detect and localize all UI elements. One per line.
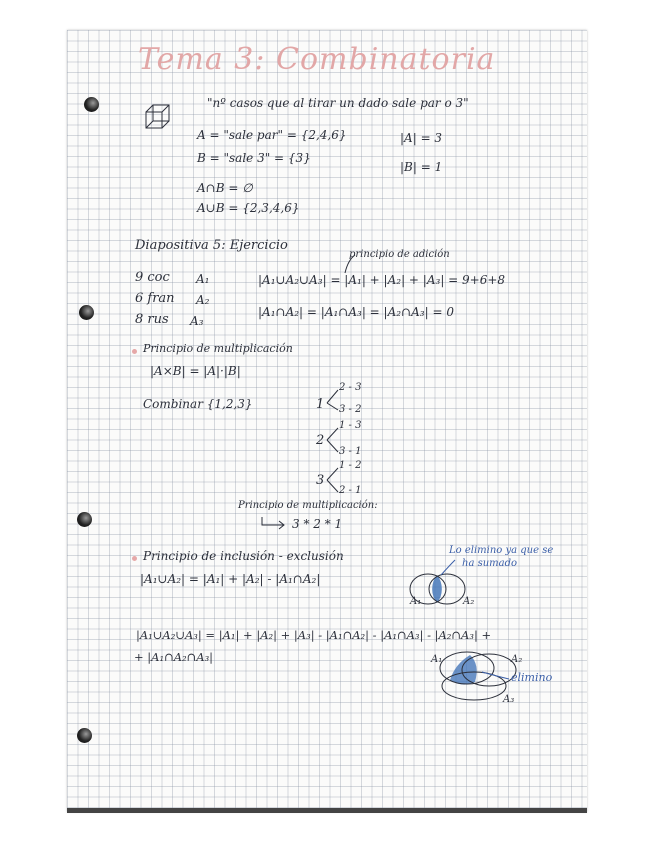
- venn-label-a2: A₂: [463, 596, 475, 607]
- combine-set: Combinar {1,2,3}: [143, 397, 253, 411]
- intersection-result: A∩B = ∅: [197, 181, 253, 195]
- union-result: A∪B = {2,3,4,6}: [197, 201, 300, 215]
- tree-branch-2b: 3 - 1: [339, 446, 362, 457]
- venn-three-sets: [440, 652, 516, 700]
- row1-set: A₁: [196, 272, 210, 286]
- tree-branches: [327, 390, 338, 492]
- union-formula: |A₁∪A₂∪A₃| = |A₁| + |A₂| + |A₃| = 9+6+8: [258, 273, 506, 287]
- tree-branch-1b: 3 - 2: [339, 404, 362, 415]
- venn3-label-a3: A₃: [503, 694, 515, 705]
- venn3-note: elimino: [511, 671, 553, 684]
- venn3-label-a1: A₁: [431, 654, 443, 665]
- tree-branch-1a: 2 - 3: [339, 382, 362, 393]
- inclusion-heading: Principio de inclusión - exclusión: [143, 549, 344, 563]
- page-title: Tema 3: Combinatoria: [138, 42, 496, 77]
- multiplication-result: 3 * 2 * 1: [292, 517, 343, 531]
- set-a-cardinality: |A| = 3: [400, 131, 443, 145]
- addition-label: principio de adición: [349, 249, 450, 260]
- row3-set: A₃: [190, 314, 204, 328]
- inclusion-formula-three-line1: |A₁∪A₂∪A₃| = |A₁| + |A₂| + |A₃| - |A₁∩A₂| - |A₁∩A₃| - |A₂∩A₃| +: [136, 628, 492, 642]
- cube-icon: [146, 105, 169, 128]
- tree-root-2: 2: [316, 433, 325, 448]
- tree-branch-3a: 1 - 2: [339, 460, 362, 471]
- tree-root-1: 1: [316, 397, 325, 412]
- tree-root-3: 3: [316, 473, 325, 488]
- row1-count: 9 coc: [135, 270, 170, 285]
- row3-count: 8 rus: [135, 312, 169, 327]
- venn-label-a1: A₁: [410, 596, 422, 607]
- set-a-definition: A = "sale par" = {2,4,6}: [197, 128, 347, 142]
- row2-set: A₂: [196, 293, 210, 307]
- multiplication-note: Principio de multiplicación:: [238, 500, 378, 511]
- inclusion-formula-two: |A₁∪A₂| = |A₁| + |A₂| - |A₁∩A₂|: [140, 572, 321, 586]
- intersections-formula: |A₁∩A₂| = |A₁∩A₃| = |A₂∩A₃| = 0: [258, 305, 454, 319]
- inclusion-formula-three-line2: + |A₁∩A₂∩A₃|: [134, 650, 214, 664]
- tree-branch-2a: 1 - 3: [339, 420, 362, 431]
- tree-branch-3b: 2 - 1: [339, 485, 362, 496]
- bullet-dot: [132, 556, 137, 561]
- annotation-line2: ha sumado: [462, 558, 518, 569]
- bullet-dot: [132, 349, 137, 354]
- venn3-label-a2: A₂: [511, 654, 523, 665]
- set-b-cardinality: |B| = 1: [400, 160, 443, 174]
- multiplication-heading: Principio de multiplicación: [143, 342, 293, 355]
- exercise-heading: Diapositiva 5: Ejercicio: [135, 238, 288, 253]
- arrow-icon: [262, 517, 284, 529]
- set-b-definition: B = "sale 3" = {3}: [197, 151, 311, 165]
- row2-count: 6 fran: [135, 291, 175, 306]
- multiplication-formula: |A×B| = |A|·|B|: [150, 364, 241, 378]
- annotation-line1: Lo elimino ya que se: [449, 545, 554, 556]
- dice-question: "nº casos que al tirar un dado sale par o 3": [207, 96, 469, 110]
